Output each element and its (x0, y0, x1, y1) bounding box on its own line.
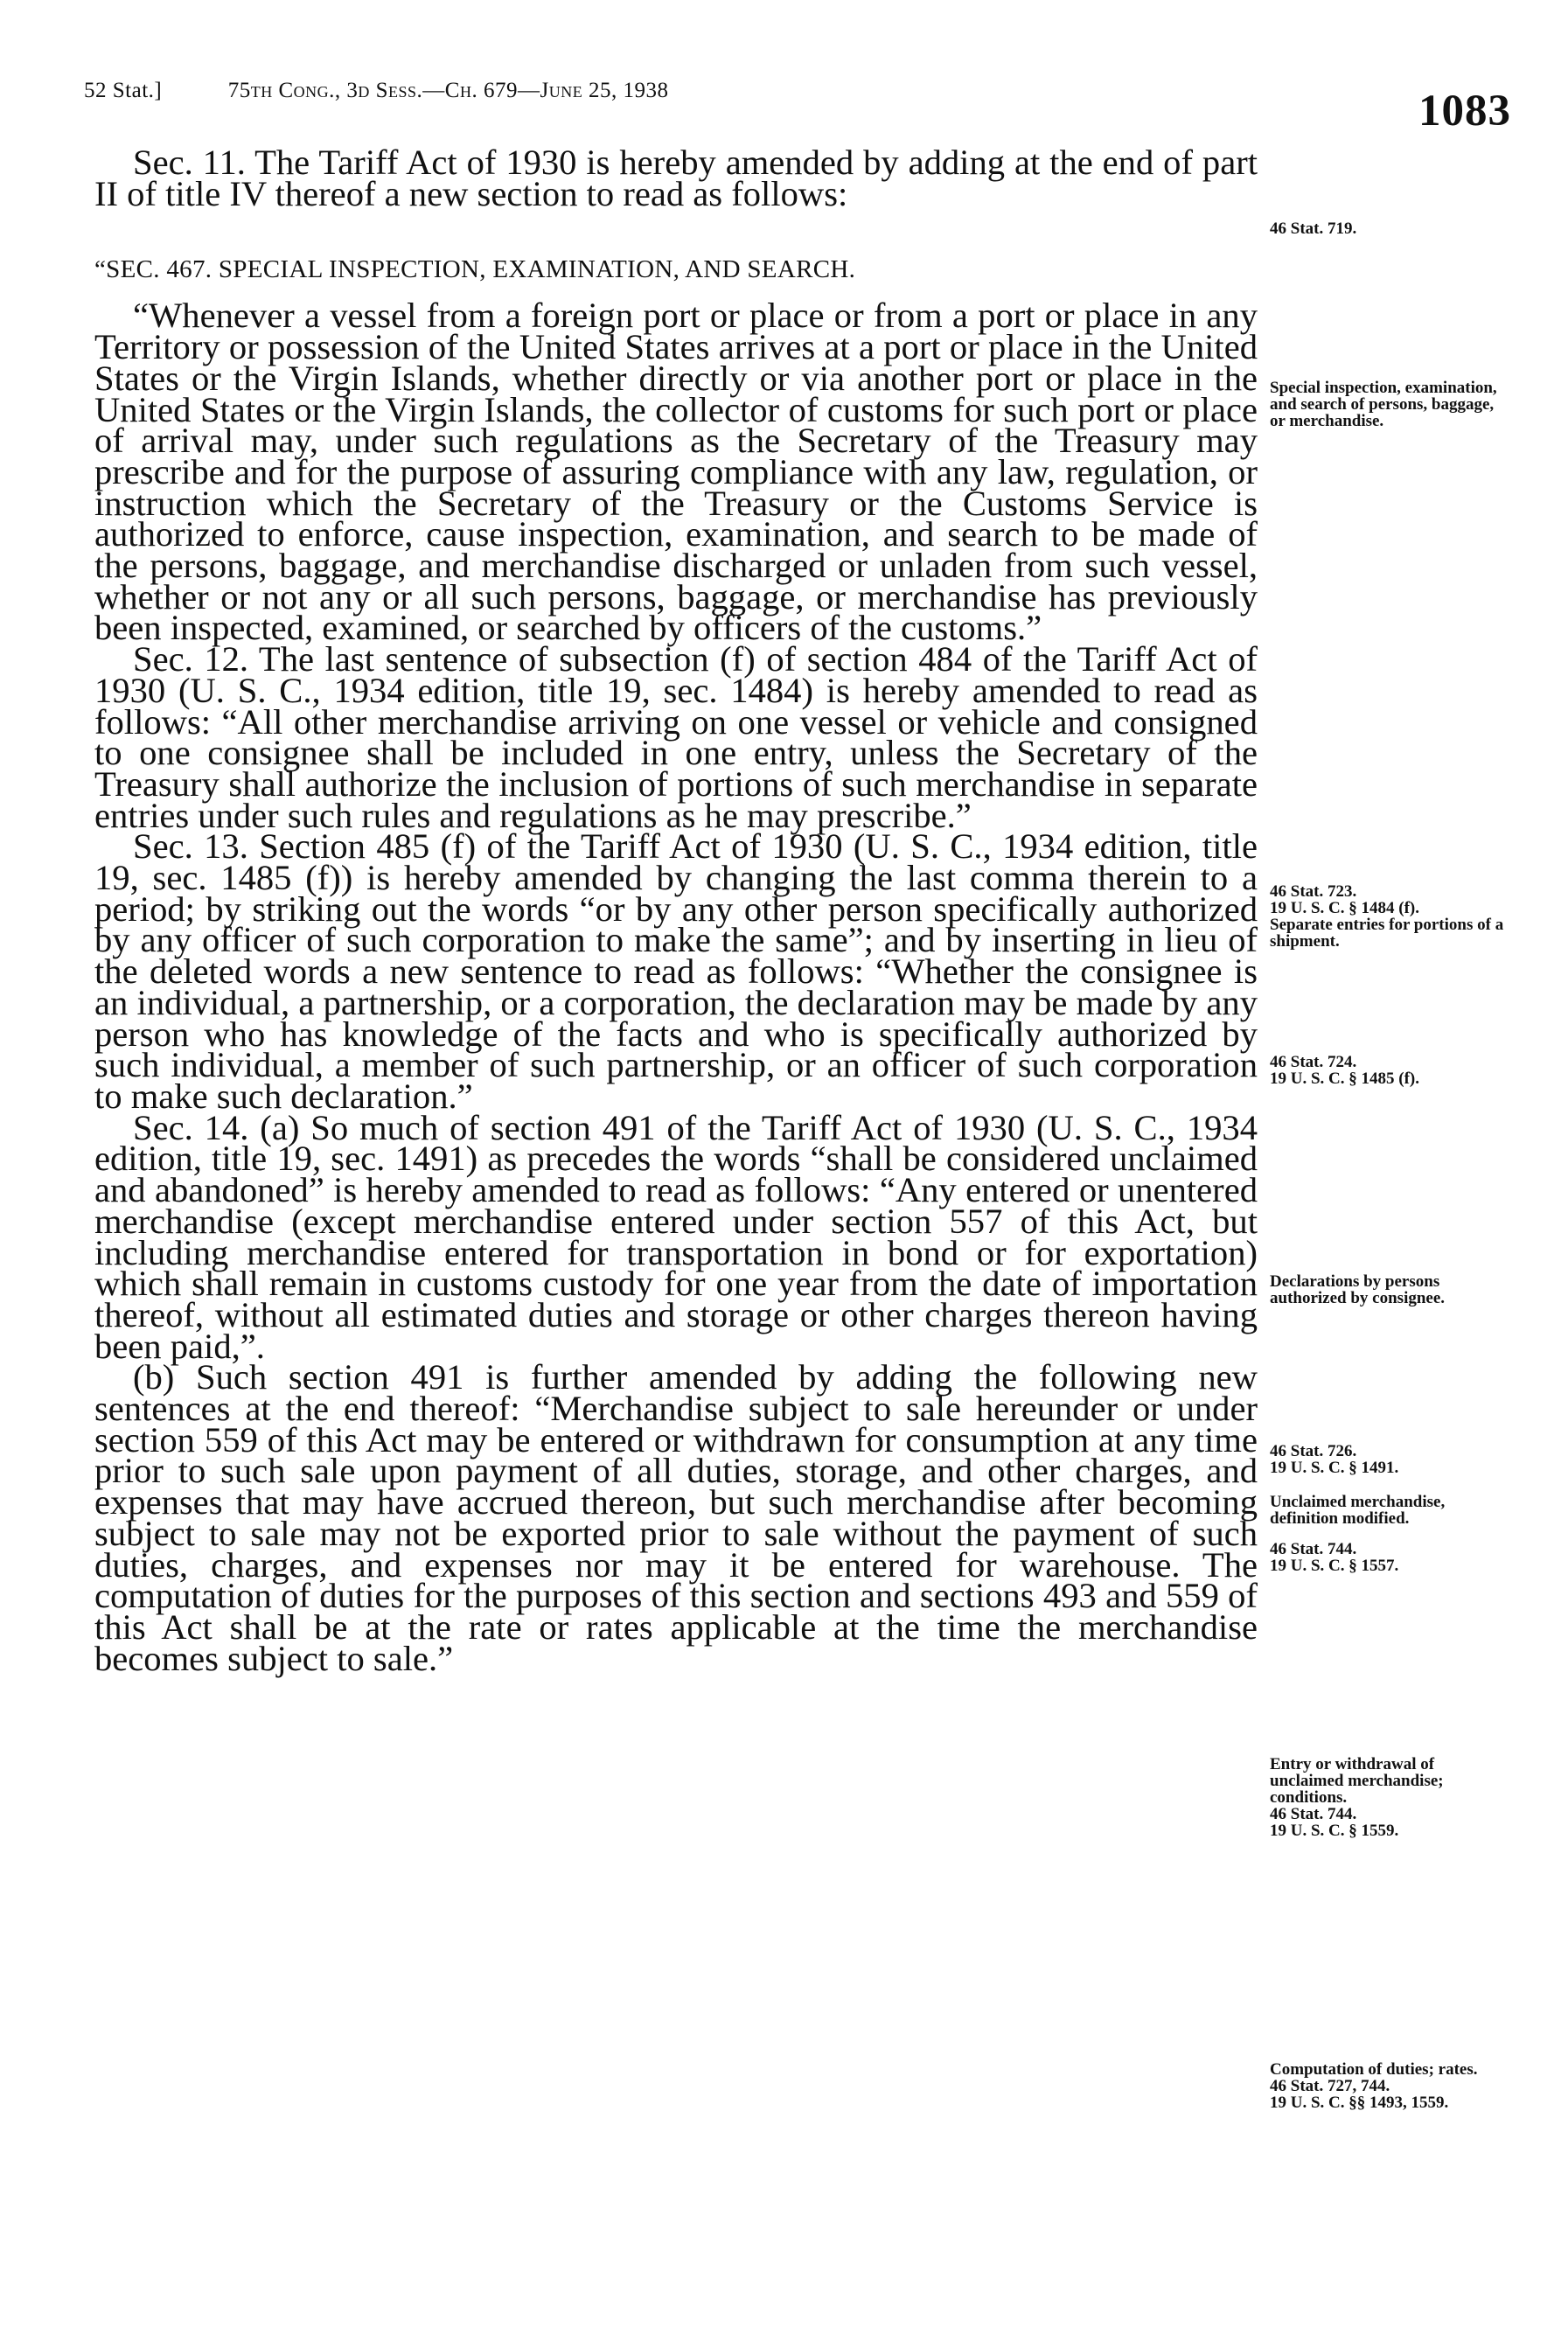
margin-note-text: Computation of duties; rates. (1270, 2060, 1478, 2079)
volume-citation: 52 Stat.] (84, 79, 163, 102)
main-text (94, 143, 1258, 1678)
margin-citation: 46 Stat. 744. (1270, 1540, 1357, 1558)
margin-citation: 19 U. S. C. § 1484 (f). (1270, 899, 1419, 917)
section-14b: (b) Such section 491 is further amended by adding the following new sentences at the end thereof: “Merchandise subject to sale hereunder or under section 559 of this Act may be entered or withdrawn for consumption at any time prior to such sale upon payment of all duties, storage, and other charges, and expenses that may have accrued thereon, but such merchandise after becoming subject to sale may not be exported prior to sale without the payment of such duties, charges, and expenses nor may it be entered for warehouse. The computation of duties for the purposes of this section and sections 493 and 559 of this Act shall be at the rate or rates applicable at the time the merchandise becomes subject to sale.” (94, 1357, 1258, 1678)
section-467-heading: “SEC. 467. SPECIAL INSPECTION, EXAMINATION, AND SEARCH. (94, 255, 856, 284)
margin-citation: 19 U. S. C. § 1559. (1270, 1822, 1399, 1840)
margin-citation: 19 U. S. C. §§ 1493, 1559. (1270, 2094, 1449, 2112)
margin-citation: 46 Stat. 719. (1270, 219, 1357, 238)
page-number: 1083 (1418, 87, 1511, 136)
margin-citation: 46 Stat. 723. (1270, 882, 1357, 901)
section-14a: Sec. 14. (a) So much of section 491 of the Tariff Act of 1930 (U. S. C., 1934 edition, title 19, sec. 1491) as precedes the words “shall be considered unclaimed and abandoned” is hereby amended to read as follows: “Any entered or unentered merchandise (except merchandise entered under section 557 of this Act, but including merchandise entered for transportation in bond or for exportation) which shall remain in customs custody for one year from the date of importation thereof, without all estimated duties and storage or other charges thereon having been paid,”. (94, 1107, 1258, 1366)
margin-note-declarations (1270, 1273, 1506, 1306)
running-header (84, 79, 668, 103)
margin-note-text: Declarations by persons authorized by consignee. (1270, 1272, 1446, 1307)
margin-note-text: Special inspection, examination, and search of persons, baggage, or merchandise. (1270, 379, 1497, 430)
margin-note-sec11 (1270, 220, 1506, 237)
section-12: Sec. 12. The last sentence of subsection (f) of section 484 of the Tariff Act of 1930 (U. S. C., 1934 edition, title 19, sec. 1484) is hereby amended to read as follows: “All other merchandise arriving on one vessel or vehicle and consigned to one consignee shall be included in one entry, unless the Secretary of the Treasury shall authorize the inclusion of portions of such merchandise in separate entries under such rules and regulations as he may prescribe.” (94, 639, 1258, 835)
section-11-intro: Sec. 11. The Tariff Act of 1930 is hereby amended by adding at the end of part II of title IV thereof a new section to read as follows: (94, 143, 1258, 213)
margin-note-special-inspection (1270, 380, 1506, 429)
margin-note-text: Separate entries for portions of a shipment. (1270, 916, 1504, 951)
section-13: Sec. 13. Section 485 (f) of the Tariff Act of 1930 (U. S. C., 1934 edition, title 19, sec. 1485 (f)) is hereby amended by changing the last comma therein to a period; by striking out the words “or by any other person specifically authorized by any officer of such corporation to make the same”; and by inserting in lieu of the deleted words a new sentence to read as follows: “Whether the consignee is an individual, a partnership, or a corporation, the declaration may be made by any person who has knowledge of the facts and who is specifically authorized by such individual, a member of such partnership, or an officer of such corporation to make such declaration.” (94, 826, 1258, 1116)
margin-citation: 46 Stat. 727, 744. (1270, 2077, 1390, 2095)
margin-citation: 19 U. S. C. § 1485 (f). (1270, 1069, 1419, 1088)
margin-note-sec14b (1270, 1756, 1506, 1839)
margin-citation: 46 Stat. 724. (1270, 1053, 1357, 1071)
margin-note-sec14a (1270, 1443, 1506, 1574)
margin-note-text: Unclaimed merchandise, definition modified. (1270, 1493, 1446, 1528)
margin-note-text: Entry or withdrawal of unclaimed merchandise; conditions. (1270, 1755, 1444, 1807)
margin-citation: 19 U. S. C. § 1557. (1270, 1557, 1399, 1575)
margin-citation: 19 U. S. C. § 1491. (1270, 1459, 1399, 1477)
session-chapter-date: 75th Cong., 3d Sess.—Ch. 679—June 25, 1938 (227, 79, 669, 102)
margin-citation: 46 Stat. 726. (1270, 1442, 1357, 1460)
section-467-body: “Whenever a vessel from a foreign port or place or from a port or place in any Territory or possession of the United States arrives at a port or place in the United States or the Virgin Islands, whether directly or via another port or place in the United States or the Virgin Islands, the collector of customs for such port or place of arrival may, under such regulations as the Secretary of the Treasury may prescribe and for the purpose of assuring compliance with any law, regulation, or instruction which the Secretary of the Treasury or the Customs Service is authorized to enforce, cause inspection, examination, and search to be made of the persons, baggage, and merchandise discharged or unladen from such vessel, whether or not any or all such persons, baggage, or merchandise has previously been inspected, examined, or searched by officers of the customs.” (94, 296, 1258, 648)
margin-note-sec13 (1270, 1054, 1506, 1087)
margin-citation: 46 Stat. 744. (1270, 1805, 1357, 1823)
margin-note-computation (1270, 2061, 1506, 2111)
margin-note-sec12 (1270, 883, 1506, 950)
